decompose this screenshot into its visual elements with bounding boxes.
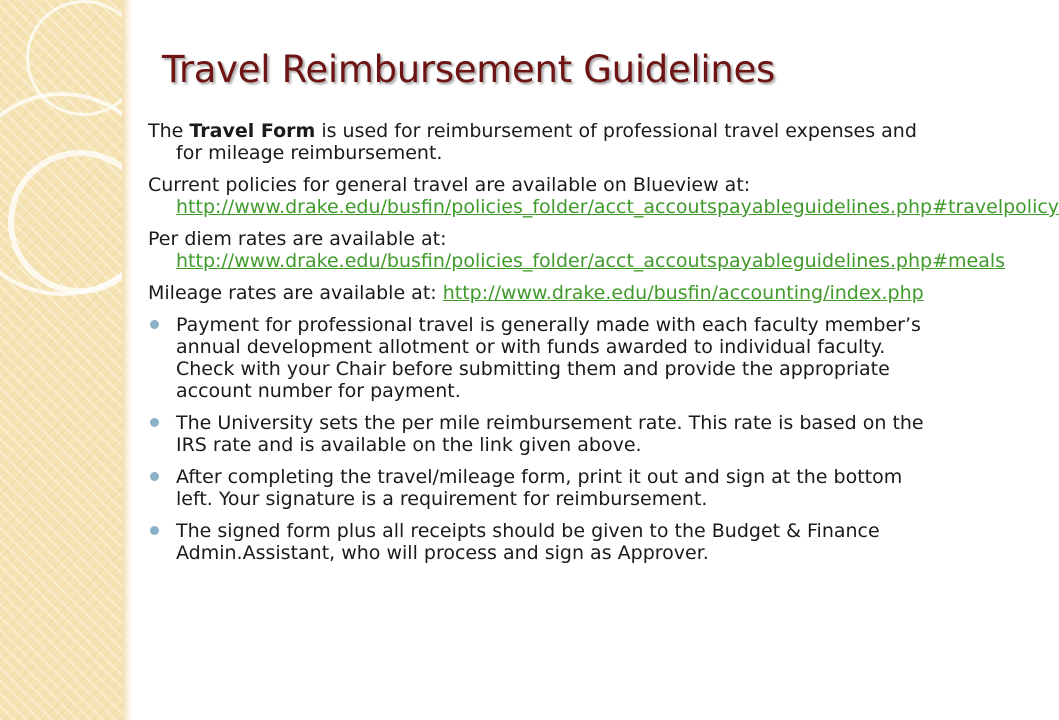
slide-content (148, 120, 1059, 574)
decorative-side-strip (0, 0, 132, 720)
list-item (148, 412, 938, 456)
per-diem-link[interactable]: http://www.drake.edu/busfin/policies_folder/acct_accoutspayableguidelines.php#meals (176, 250, 1006, 272)
list-item (148, 314, 938, 402)
bullet-text: After completing the travel/mileage form, print it out and sign at the bottom left. Your signature is a requirement for reimbursement. (176, 466, 903, 510)
travel-form-term: Travel Form (189, 120, 316, 142)
list-item (148, 466, 938, 510)
paragraph-text: is used for reimbursement of professional travel expenses and for mileage reimbursement. (176, 120, 917, 164)
paragraph-text: The (148, 120, 190, 142)
bullet-text: Payment for professional travel is generally made with each faculty member’s annual development allotment or with funds awarded to individual faculty. Check with your Chair before submitting them and provide the appropriate account number for payment. (176, 314, 921, 402)
bullet-text: The University sets the per mile reimbursement rate. This rate is based on the IRS rate and is available on the link given above. (176, 412, 924, 456)
per-diem-paragraph (148, 228, 1006, 272)
bullet-icon (150, 526, 159, 535)
slide-title: Travel Reimbursement Guidelines (162, 48, 775, 91)
mileage-paragraph (148, 282, 938, 304)
bullet-icon (150, 418, 159, 427)
travel-form-paragraph (148, 120, 938, 164)
paragraph-text: Per diem rates are available at: (148, 228, 447, 250)
paragraph-text: Current policies for general travel are available on Blueview at: (148, 174, 751, 196)
strip-edge (122, 0, 132, 720)
mileage-link[interactable]: http://www.drake.edu/busfin/accounting/index.php (442, 282, 924, 304)
bullet-icon (150, 320, 159, 329)
bullet-icon (150, 472, 159, 481)
bullet-text: The signed form plus all receipts should be given to the Budget & Finance Admin.Assistant, who will process and sign as Approver. (176, 520, 880, 564)
travel-policy-paragraph (148, 174, 1059, 218)
list-item (148, 520, 938, 564)
paragraph-text: Mileage rates are available at: (148, 282, 443, 304)
travel-policy-link[interactable]: http://www.drake.edu/busfin/policies_folder/acct_accoutspayableguidelines.php#travelpolicy (176, 196, 1059, 218)
